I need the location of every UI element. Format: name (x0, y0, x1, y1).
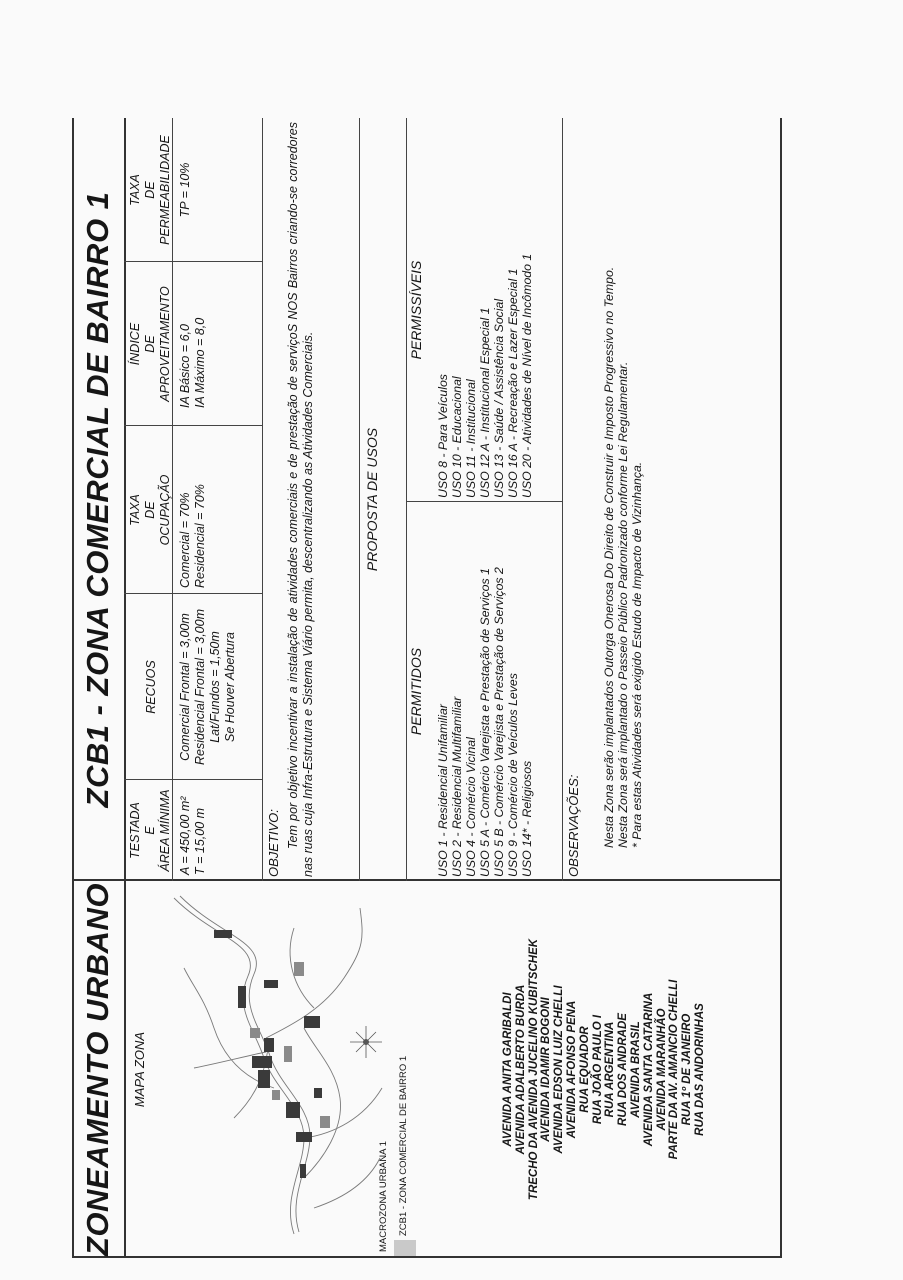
observacao-item: Nesta Zona serão implantados Outorga Onerosa Do Direito de Construir e Imposto Progressivo no Tempo. (602, 266, 616, 848)
header-indice: ÍNDICE DE APROVEITAMENTO (128, 286, 172, 402)
street-item: AVENIDA EDSON LUIZ CHELLI (553, 985, 566, 1154)
observacao-item: Nesta Zona será implantado o Passeio Público Padronizado conforme Lei Regulamentar. (616, 361, 630, 848)
frame-bottom-border (780, 118, 782, 1258)
legend-macrozone: MACROZONA URBANA 1 (378, 1141, 389, 1252)
value-taxa-permeabilidade: TP = 10% (178, 162, 192, 218)
street-item: AVENIDA SANTA CATARINA (642, 992, 655, 1147)
uso-item: USO 4 - Comércio Vicinal (464, 737, 478, 877)
street-item: RUA DOS ANDRADE (617, 1013, 630, 1126)
street-item: AVENIDA IDAMIR BOGONI (540, 997, 553, 1142)
uso-item: USO 13 - Saúde / Assistência Social (492, 298, 506, 498)
permitidos-label: PERMITIDOS (408, 647, 424, 736)
street-item: RUA DAS ANDORINHAS (693, 1003, 706, 1136)
uso-item: USO 5 A - Comércio Varejista e Prestação de Serviços 1 (478, 568, 492, 877)
uso-item: USO 20 - Atividades de Nível de Incômodo 1 (520, 253, 534, 498)
street-list (502, 881, 707, 1258)
observacoes-list (602, 128, 644, 848)
street-item: AVENIDA BRASIL (629, 1021, 642, 1118)
uso-item: USO 10 - Educacional (450, 376, 464, 498)
uso-item: USO 9 - Comércio de Veículos Leves (506, 673, 520, 877)
uso-item: USO 1 - Residencial Unifamiliar (436, 704, 450, 877)
header-testada: TESTADA E ÁREA MÍNIMA (128, 789, 172, 872)
observacao-item: * Para estas Atividades será exigido Estudo de Impacto de Vizinhança. (630, 461, 644, 848)
legend-zone: ZCB1 - ZONA COMERCIAL DE BAIRRO 1 (398, 1055, 409, 1236)
uso-item: USO 5 B - Comércio Varejista e Prestação de Serviços 2 (492, 567, 506, 877)
value-indice: IA Básico = 6,0 IA Máximo = 8,0 (178, 317, 207, 408)
header-taxa-permeabilidade: TAXA DE PERMEABILIDADE (128, 135, 172, 245)
usos-col-divider (406, 501, 562, 502)
uso-item: USO 12 A - Institucional Especial 1 (478, 307, 492, 498)
proposta-top-divider (359, 118, 360, 881)
street-item: AVENIDA MARANHÃO (655, 1008, 668, 1131)
street-item: TRECHO DA AVENIDA JUCELINO KUBITSCHEK (527, 938, 540, 1201)
frame-top-border (72, 118, 74, 1258)
header-recuos: RECUOS (144, 660, 158, 714)
objetivo-label: OBJETIVO: (266, 809, 281, 877)
proposta-label: PROPOSTA DE USOS (364, 427, 380, 572)
objetivo-text: Tem por objetivo incentivar a instalação de atividades comerciais e de prestação de serviçoS NOS Bairros criando-se corredores nas ruas cuja Infra-Estrutura e Sistema Viário permita, descentralizando as Atividades Comerciais. (286, 122, 315, 877)
zone-map (154, 886, 394, 1238)
street-item: RUA ARGENTINA (604, 1021, 617, 1118)
street-item: AVENIDA ANITA GARIBALDI (502, 992, 514, 1147)
value-testada: A = 450,00 m² T = 15,00 m (178, 796, 207, 875)
right-panel-title: ZCB1 - ZONA COMERCIAL DE BAIRRO 1 (80, 191, 115, 808)
left-panel-title: ZONEAMENTO URBANO (80, 882, 115, 1257)
permitidos-list (436, 505, 534, 877)
zoning-sheet (72, 118, 782, 1258)
permissiveis-list (436, 120, 534, 498)
table-bottom-divider (262, 118, 263, 881)
value-taxa-ocupacao: Comercial = 70% Residencial = 70% (178, 484, 207, 588)
street-item: RUA EQUADOR (578, 1026, 591, 1113)
uso-item: USO 2 - Residencial Multifamiliar (450, 696, 464, 877)
permissiveis-label: PERMISSÍVEIS (408, 260, 424, 360)
uso-item: USO 16 A - Recreação e Lazer Especial 1 (506, 268, 520, 498)
observacoes-label: OBSERVAÇÕES: (566, 774, 581, 877)
proposta-header-divider (406, 118, 407, 881)
street-item: RUA JOÃO PAULO I (591, 1014, 604, 1125)
title-divider (124, 118, 126, 1258)
street-item: PARTE DA AV. AMANCIO CHELLI (668, 979, 681, 1160)
legend-swatch (394, 1240, 416, 1256)
uso-item: USO 8 - Para Veículos (436, 374, 450, 498)
street-item: AVENIDA ADALBERTO BURDA (514, 984, 527, 1155)
map-label: MAPA ZONA (132, 1031, 147, 1108)
header-taxa-ocupacao: TAXA DE OCUPAÇÃO (128, 474, 172, 546)
value-recuos: Comercial Frontal = 3,00m Residencial Frontal = 3,00m Lat/Fundos = 1,50m Se Houver Abertura (178, 609, 237, 765)
street-item: AVENIDA AFONSO PENA (565, 1000, 578, 1139)
uso-item: USO 11 - Institucional (464, 379, 478, 498)
street-item: RUA 1º DE JANEIRO (681, 1013, 694, 1126)
observacoes-divider (562, 118, 563, 881)
uso-item: USO 14* - Religiosos (520, 760, 534, 877)
